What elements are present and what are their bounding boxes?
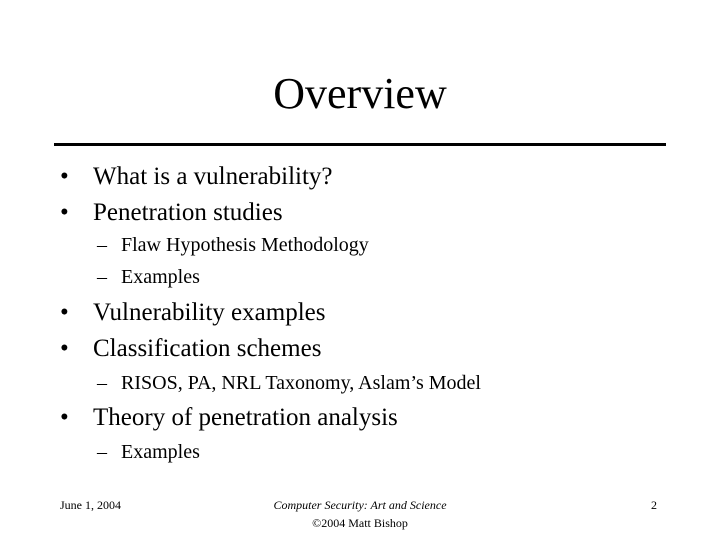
dash-icon: – [97,441,107,463]
footer-center [210,496,510,532]
bullet-icon: • [60,335,69,362]
sub-item-text: RISOS, PA, NRL Taxonomy, Aslam’s Model [121,372,481,394]
sub-item-text: Examples [121,266,200,288]
bullet-text: Classification schemes [93,335,322,362]
footer-date: June 1, 2004 [60,498,121,512]
bullet-icon: • [60,404,69,431]
footer-book-title: Computer Security: Art and Science [273,498,447,512]
bullet-icon: • [60,299,69,326]
bullet-icon: • [60,199,69,226]
dash-icon: – [97,372,107,394]
bullet-text: Theory of penetration analysis [93,404,398,431]
footer-copyright: ©2004 Matt Bishop [312,516,408,530]
sub-item-text: Flaw Hypothesis Methodology [121,234,369,256]
dash-icon: – [97,266,107,288]
dash-icon: – [97,234,107,256]
slide-title: Overview [273,69,447,118]
page-number: 2 [651,498,657,512]
bullet-text: Penetration studies [93,199,283,226]
bullet-text: Vulnerability examples [93,299,326,326]
bullet-text: What is a vulnerability? [93,163,333,190]
bullet-icon: • [60,163,69,190]
sub-item-text: Examples [121,441,200,463]
title-divider [54,143,666,146]
